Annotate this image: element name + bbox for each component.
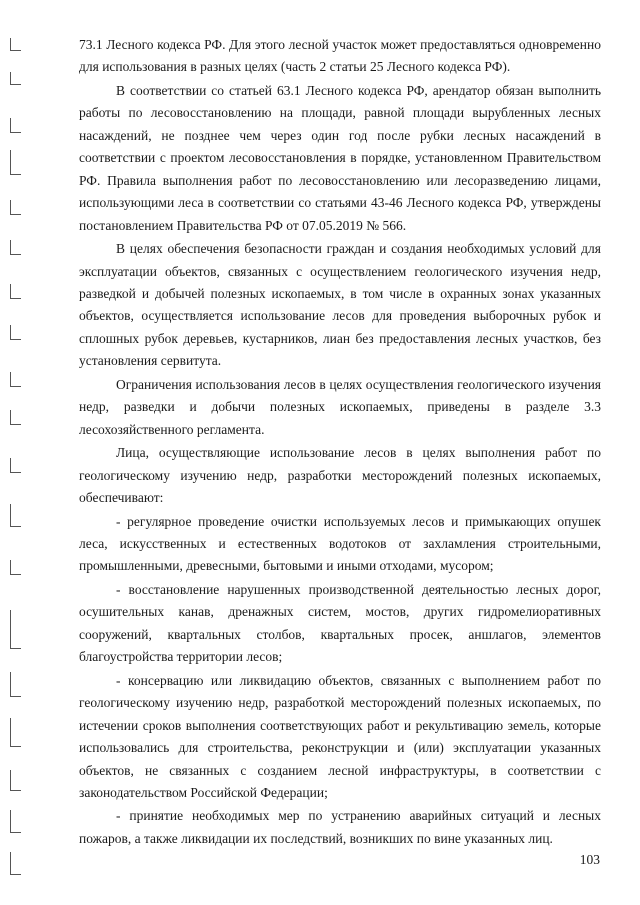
scan-mark: [10, 718, 21, 747]
scan-mark: [10, 72, 21, 85]
paragraph: Лица, осуществляющие использование лесов в целях выполнения работ по геологическому изучению недр, разработки месторождений полезных ископаемых, обеспечивают:: [79, 445, 601, 506]
scan-mark: [10, 372, 21, 387]
body-text: [79, 34, 601, 850]
paragraph: Ограничения использования лесов в целях осуществления геологического изучения недр, разведки и добычи полезных ископаемых, приведены в разделе 3.3 лесохозяйственного регламента.: [79, 376, 601, 437]
scan-mark: [10, 560, 21, 575]
scan-mark: [10, 200, 21, 215]
paragraph: В соответствии со статьей 63.1 Лесного кодекса РФ, арендатор обязан выполнить работы по лесовосстановлению на площади, равной площади вырубленных лесных насаждений, не позднее чем через один год после рубки лесных насаждений в соответствии с проектом лесовосстановления в порядке, установленном Правительством РФ. Правила выполнения работ по лесовосстановлению или лесоразведению лицами, использующими леса в соответствии со статьями 43-46 Лесного кодекса РФ, утверждены постановлением Правительства РФ от 07.05.2019 № 566.: [79, 82, 601, 233]
scan-mark: [10, 852, 21, 875]
scan-mark: [10, 770, 21, 791]
scan-mark: [10, 410, 21, 425]
scan-mark: [10, 458, 21, 473]
scan-mark: [10, 240, 21, 255]
scan-mark: [10, 672, 21, 697]
scan-mark: [10, 325, 21, 340]
scan-mark: [10, 150, 21, 175]
list-item: - принятие необходимых мер по устранению аварийных ситуаций и лесных пожаров, а также ликвидации их последствий, возникших по вине указанных лиц.: [79, 808, 601, 846]
list-item: - регулярное проведение очистки используемых лесов и примыкающих опушек леса, искусственных и естественных водотоков от захламления строительными, промышленными, древесными, бытовыми и иными отходами, мусором;: [79, 513, 601, 574]
scan-mark: [10, 610, 21, 649]
list-item: - консервацию или ликвидацию объектов, связанных с выполнением работ по геологическому изучению недр, разработкой месторождений полезных ископаемых, по истечении сроков выполнения соответствующих работ и рекультивацию земель, которые использовались для строительства, реконструкции и (или) эксплуатации указанных объектов, не связанных с созданием лесной инфраструктуры, в соответствии с законодательством Российской Федерации;: [79, 672, 601, 800]
scan-mark: [10, 810, 21, 833]
scan-mark: [10, 504, 21, 527]
scan-mark: [10, 38, 21, 51]
list-item: - восстановление нарушенных производственной деятельностью лесных дорог, осушительных канав, дренажных систем, мостов, других гидромелиоративных сооружений, квартальных столбов, квартальных просек, аншлагов, элементов благоустройства территории лесов;: [79, 581, 601, 665]
page-number: 103: [579, 852, 600, 867]
paragraph: 73.1 Лесного кодекса РФ. Для этого лесной участок может предоставляться одновременно для использования в разных целях (часть 2 статьи 25 Лесного кодекса РФ).: [79, 37, 601, 75]
scan-mark: [10, 284, 21, 299]
scan-mark: [10, 118, 21, 133]
paragraph: В целях обеспечения безопасности граждан и создания необходимых условий для эксплуатации объектов, связанных с осуществлением геологического изучения недр, разведкой и добычей полезных ископаемых, в том числе в охранных зонах указанных объектов, осуществляется использование лесов для проведения выборочных рубок и сплошных рубок деревьев, кустарников, лиан без предоставления лесных участков, без установления сервитута.: [79, 241, 601, 369]
